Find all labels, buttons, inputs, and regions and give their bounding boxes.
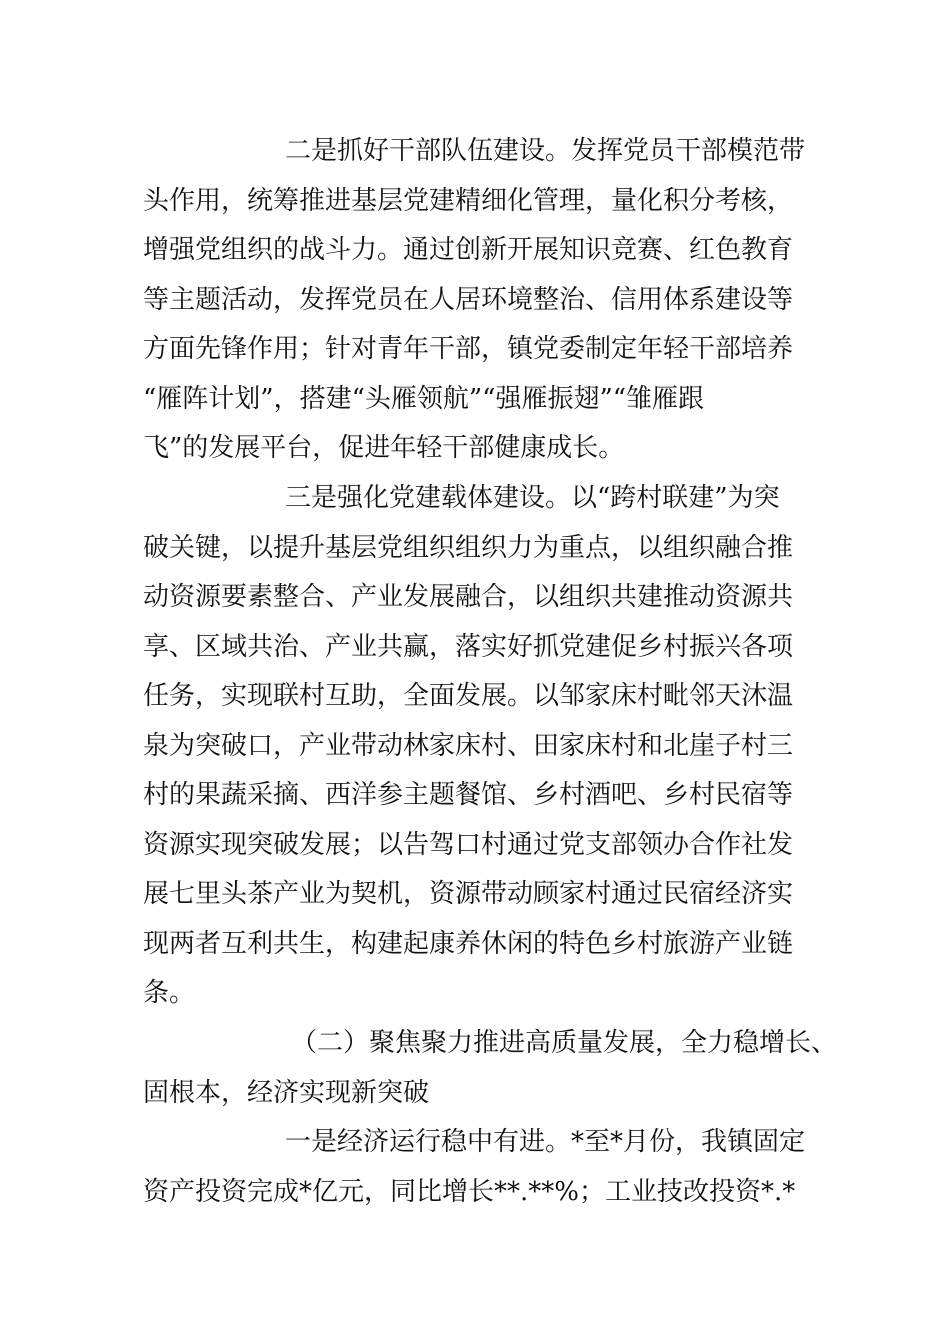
text-line: 方面先锋作用；针对青年干部，镇党委制定年轻干部培养 [143, 334, 794, 364]
heading-line: 固根本，经济实现新突破 [143, 1077, 430, 1108]
paragraph-cadre-team [143, 127, 813, 474]
text-line: 条。 [143, 978, 196, 1008]
text-line: 增强党组织的战斗力。通过创新开展知识竞赛、红色教育 [143, 235, 794, 265]
text-line: 享、区域共治、产业共赢，落实好抓党建促乡村振兴各项 [143, 631, 794, 662]
text-line: 资产投资完成*亿元，同比增长**.**%；工业技改投资*.* [143, 1176, 796, 1207]
heading-line: （二）聚焦聚力推进高质量发展，全力稳增长、 [291, 1028, 838, 1058]
text-line: 一是经济运行稳中有进。*至*月份，我镇固定 [285, 1127, 806, 1157]
paragraph-party-carrier [143, 474, 813, 1019]
text-line: 泉为突破口，产业带动林家床村、田家床村和北崖子村三 [143, 730, 794, 761]
section-heading [143, 1019, 838, 1118]
text-line: 村的果蔬采摘、西洋参主题餐馆、乡村酒吧、乡村民宿等 [143, 780, 794, 810]
text-line: 展七里头茶产业为契机，资源带动顾家村通过民宿经济实 [143, 879, 794, 909]
paragraph-economy [143, 1118, 813, 1217]
text-line: 现两者互利共生，构建起康养休闲的特色乡村旅游产业链 [143, 928, 794, 959]
text-line: 头作用，统筹推进基层党建精细化管理，量化积分考核， [143, 185, 794, 216]
text-line: “雁阵计划”，搭建“头雁领航”“强雁振翅”“雏雁跟 [143, 383, 705, 414]
text-line: 破关键，以提升基层党组织组织力为重点，以组织融合推 [143, 532, 794, 563]
text-line: 三是强化党建载体建设。以“跨村联建”为突 [285, 483, 780, 513]
text-line: 飞”的发展平台，促进年轻干部健康成长。 [143, 433, 625, 463]
text-line: 二是抓好干部队伍建设。发挥党员干部模范带 [285, 136, 806, 166]
text-line: 动资源要素整合、产业发展融合，以组织共建推动资源共 [143, 582, 794, 612]
text-line: 任务，实现联村互助，全面发展。以邹家床村毗邻天沐温 [143, 681, 794, 711]
text-line: 资源实现突破发展；以告驾口村通过党支部领办合作社发 [143, 829, 794, 860]
text-line: 等主题活动，发挥党员在人居环境整治、信用体系建设等 [143, 284, 794, 315]
